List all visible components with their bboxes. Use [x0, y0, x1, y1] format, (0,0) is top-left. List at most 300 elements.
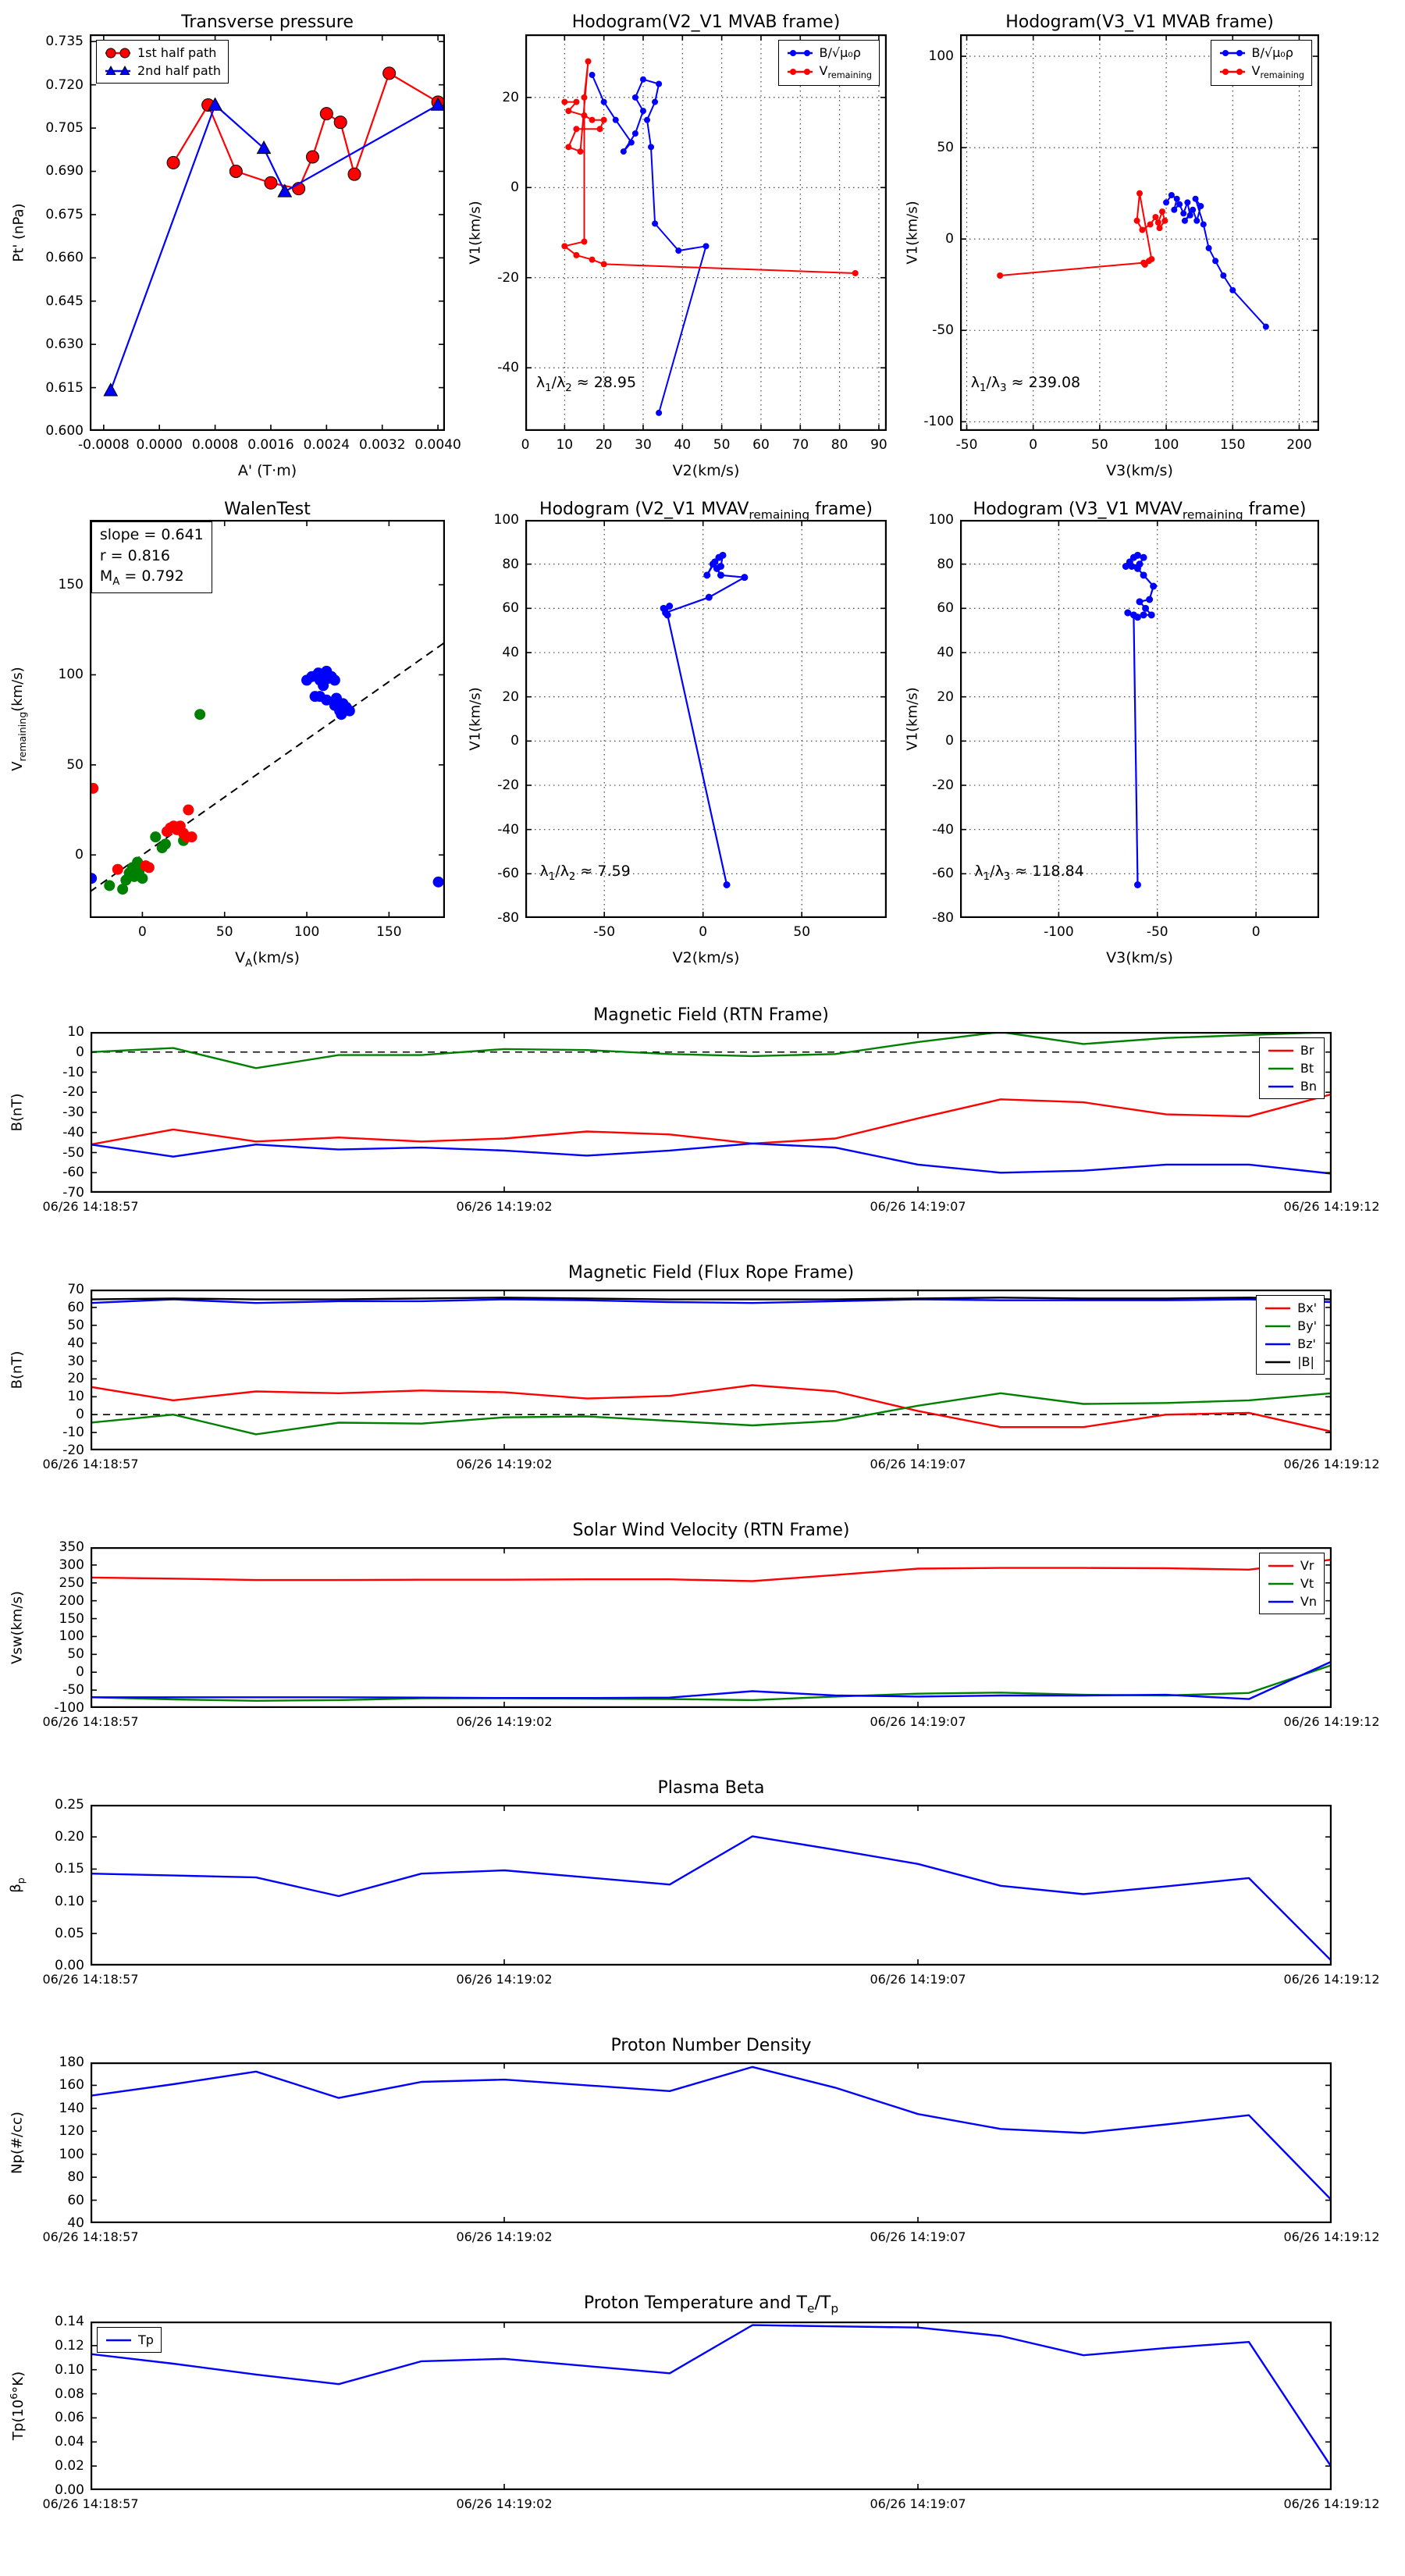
legend-sample-icon: [104, 47, 132, 59]
y-tick-label: 0.12: [55, 2337, 84, 2354]
x-tick-label: 06/26 14:19:02: [456, 1714, 553, 1729]
y-tick-label: -80: [497, 910, 519, 926]
data-point-marker: [652, 99, 658, 105]
y-tick-label: 0.675: [45, 206, 84, 222]
data-point-marker: [144, 862, 155, 873]
data-point-marker: [229, 165, 242, 177]
data-point-marker: [1222, 69, 1229, 75]
y-tick-label: 0: [945, 733, 954, 749]
data-point-marker: [581, 112, 587, 119]
y-axis-label: V1(km/s): [904, 687, 921, 751]
y-tick-label: 0.600: [45, 423, 84, 439]
data-point-marker: [652, 220, 658, 226]
legend-item: [1264, 1299, 1317, 1317]
y-tick-label: -70: [62, 1185, 84, 1201]
x-tick-label: 06/26 14:19:02: [456, 1199, 553, 1214]
y-tick-label: 20: [937, 688, 954, 705]
y-tick-label: -40: [497, 821, 519, 838]
x-tick-label: 06/26 14:19:07: [870, 1457, 966, 1471]
legend-sample-icon: [1267, 1560, 1295, 1572]
walen-test-chart: [0, 496, 457, 977]
x-tick-label: 0.0016: [247, 437, 294, 453]
data-point-marker: [1148, 611, 1155, 618]
legend-item: [1267, 1574, 1317, 1592]
y-tick-label: 0.15: [55, 1861, 84, 1877]
y-tick-label: -60: [497, 866, 519, 882]
series-line-beta_p: [91, 1836, 1332, 1961]
data-point-marker: [804, 69, 810, 75]
legend-label: $V_{remaining}$: [819, 63, 872, 81]
legend-item: [786, 44, 872, 62]
x-tick-label: 06/26 14:19:12: [1283, 1972, 1380, 1987]
y-tick-label: 0: [76, 1407, 84, 1423]
chart-title: Transverse pressure: [181, 12, 354, 32]
data-point-marker: [318, 680, 329, 691]
data-point-marker: [1157, 225, 1163, 231]
x-tick-label: 06/26 14:19:12: [1283, 2496, 1380, 2511]
data-point-marker: [1200, 221, 1207, 227]
x-tick-label: 50: [215, 924, 233, 940]
y-tick-label: 100: [493, 512, 519, 528]
y-tick-label: 150: [59, 1610, 84, 1627]
chart-title: WalenTest: [224, 500, 311, 519]
x-tick-label: 06/26 14:18:57: [42, 1457, 139, 1471]
data-point-marker: [628, 140, 635, 146]
data-point-marker: [1206, 245, 1212, 251]
data-point-marker: [997, 272, 1003, 279]
legend-sample-icon: [1267, 1062, 1295, 1075]
y-tick-label: 60: [67, 2192, 84, 2208]
y-tick-label: 0.20: [55, 1829, 84, 1845]
y-tick-label: 0.14: [55, 2314, 84, 2329]
legend-label: $V_{remaining}$: [1251, 63, 1304, 81]
legend-sample-icon: [1264, 1302, 1292, 1315]
y-tick-label: 0.06: [55, 2410, 84, 2426]
data-point-marker: [1161, 218, 1168, 224]
x-tick-label: 90: [870, 437, 887, 453]
data-point-marker: [1140, 554, 1147, 561]
hodogram-v3v1-mvav-chart: [894, 496, 1331, 977]
data-point-marker: [613, 117, 619, 123]
y-tick-label: 0.615: [45, 379, 84, 396]
legend-item: [105, 2331, 154, 2349]
legend-item: [1267, 1059, 1317, 1077]
legend-item: [1264, 1317, 1317, 1335]
y-tick-label: 10: [67, 1024, 84, 1040]
x-tick-label: 0.0000: [136, 437, 183, 453]
data-point-marker: [804, 50, 810, 56]
legend-item: [786, 62, 872, 82]
annotation: $\lambda_1/\lambda_2 \approx 7.59$: [539, 863, 631, 884]
hodogram-v2v1-mvab-chart: [457, 9, 894, 489]
legend-label: Bt: [1300, 1061, 1314, 1076]
y-tick-label: 100: [928, 512, 954, 528]
x-tick-label: 06/26 14:19:07: [870, 1972, 966, 1987]
x-tick-label: 06/26 14:19:07: [870, 2229, 966, 2244]
x-tick-label: 06/26 14:19:12: [1283, 2229, 1380, 2244]
data-point-marker: [1222, 50, 1229, 56]
data-point-marker: [336, 709, 347, 720]
legend-label: Bz': [1297, 1336, 1316, 1351]
series-line-|B|: [91, 1297, 1332, 1299]
legend-sample-icon: [1267, 1578, 1295, 1590]
data-point-marker: [104, 383, 117, 396]
data-point-marker: [589, 257, 596, 263]
data-point-marker: [644, 117, 650, 123]
legend: [97, 2327, 162, 2353]
data-point-marker: [320, 108, 333, 120]
data-point-marker: [561, 99, 567, 105]
x-tick-label: 06/26 14:18:57: [42, 2229, 139, 2244]
data-point-marker: [565, 108, 571, 114]
series-line-2nd half path: [111, 105, 438, 391]
series-line-V_remaining: [564, 62, 855, 273]
y-tick-label: -20: [932, 777, 954, 793]
x-tick-label: 30: [635, 437, 652, 453]
y-tick-label: 0.05: [55, 1925, 84, 1941]
data-point-marker: [706, 594, 713, 601]
y-axis-label: Pt' (nPa): [10, 203, 27, 262]
x-tick-label: 06/26 14:19:02: [456, 1972, 553, 1987]
axes-frame: [91, 1290, 1331, 1450]
chart-title: Hodogram(V3_V1 MVAB frame): [1005, 12, 1274, 32]
x-tick-label: 0: [1029, 437, 1038, 453]
data-point-marker: [1128, 563, 1135, 570]
legend-label: 1st half path: [137, 45, 217, 60]
series-line-V_remaining: [1000, 194, 1165, 276]
x-tick-label: 06/26 14:18:57: [42, 1972, 139, 1987]
data-point-marker: [1124, 610, 1131, 617]
data-point-marker: [1142, 605, 1149, 612]
y-tick-label: -50: [932, 322, 954, 339]
y-tick-label: 0.02: [55, 2458, 84, 2475]
plot-area: [91, 2322, 1332, 2490]
data-point-marker: [581, 239, 587, 245]
legend-item: [1267, 1077, 1317, 1095]
solar-wind-velocity-chart: [0, 1508, 1405, 1766]
y-tick-label: 0.630: [45, 336, 84, 353]
y-tick-label: 100: [58, 667, 84, 683]
data-point-marker: [675, 247, 681, 254]
data-point-marker: [137, 873, 148, 884]
y-tick-label: 0.00: [55, 2482, 84, 2498]
legend-sample-icon: [1218, 47, 1247, 59]
legend-label: Bx': [1297, 1300, 1317, 1315]
y-tick-label: 50: [937, 140, 954, 156]
legend-sample-icon: [786, 66, 814, 78]
y-tick-label: -60: [932, 866, 954, 882]
y-tick-label: -20: [62, 1443, 84, 1458]
y-tick-label: 50: [67, 1646, 84, 1663]
legend-item: [1264, 1353, 1317, 1371]
y-tick-label: -60: [62, 1165, 84, 1181]
series-line-Tp: [91, 2325, 1332, 2467]
data-point-marker: [1176, 201, 1183, 208]
y-tick-label: 160: [59, 2077, 84, 2094]
legend-label: Vn: [1300, 1594, 1317, 1609]
data-point-marker: [666, 603, 673, 610]
x-tick-label: 150: [1220, 437, 1246, 453]
y-tick-label: 20: [502, 688, 519, 705]
y-tick-label: 180: [59, 2055, 84, 2070]
data-point-marker: [104, 880, 115, 891]
legend-item: [1264, 1335, 1317, 1353]
data-point-marker: [1136, 560, 1144, 568]
legend-item: [1218, 62, 1304, 82]
data-point-marker: [301, 674, 312, 685]
y-tick-label: 300: [59, 1557, 84, 1573]
y-tick-label: -100: [923, 414, 954, 430]
legend-label: |B|: [1297, 1354, 1314, 1369]
data-point-marker: [383, 67, 396, 80]
y-tick-label: 120: [59, 2123, 84, 2140]
y-tick-label: 80: [502, 556, 519, 572]
x-tick-label: 0: [699, 924, 708, 940]
y-tick-label: 0.10: [55, 2361, 84, 2378]
magnetic-field-flux-rope-chart: [0, 1251, 1405, 1508]
data-point-marker: [433, 877, 444, 888]
y-tick-label: 20: [67, 1371, 84, 1387]
data-point-marker: [1193, 196, 1199, 202]
x-tick-label: 70: [791, 437, 809, 453]
data-point-marker: [187, 831, 197, 842]
annotation: $\lambda_1/\lambda_3 \approx 239.08$: [970, 374, 1081, 394]
data-point-marker: [601, 99, 607, 105]
legend-sample-icon: [786, 47, 814, 59]
chart-title: Hodogram (V2_V1 $MVAV_{remaining}$ frame): [539, 500, 873, 522]
series-line-Bt: [91, 1032, 1332, 1068]
series-line-V path: [663, 555, 745, 884]
legend-sample-icon: [1264, 1320, 1292, 1332]
axes-frame: [91, 2063, 1331, 2222]
plot-area: [525, 34, 887, 431]
series-line-Vr: [91, 1560, 1332, 1582]
x-tick-label: 60: [752, 437, 770, 453]
series-line-By': [91, 1393, 1332, 1435]
data-point-marker: [348, 168, 361, 180]
legend-sample-icon: [1267, 1044, 1295, 1057]
y-tick-label: 250: [59, 1574, 84, 1591]
data-point-marker: [632, 94, 638, 101]
chart-title: Hodogram (V3_V1 $MVAV_{remaining}$ frame): [973, 500, 1307, 522]
y-tick-label: -40: [932, 821, 954, 838]
data-point-marker: [1159, 208, 1165, 215]
data-point-marker: [589, 117, 596, 123]
data-point-marker: [601, 117, 607, 123]
data-point-marker: [194, 709, 205, 720]
x-tick-label: 150: [376, 924, 402, 940]
y-tick-label: 0.705: [45, 120, 84, 137]
data-point-marker: [585, 59, 592, 65]
data-point-marker: [640, 108, 646, 114]
x-axis-label: V3(km/s): [1106, 949, 1173, 966]
y-tick-label: 140: [59, 2100, 84, 2116]
y-tick-label: 40: [502, 645, 519, 660]
plot-area: [91, 1032, 1332, 1193]
x-tick-label: -50: [1146, 924, 1168, 940]
data-point-marker: [720, 552, 727, 559]
y-tick-label: -100: [54, 1700, 84, 1716]
data-point-marker: [790, 50, 796, 56]
y-axis-label: $V_{remaining}(km/s)$: [9, 667, 28, 771]
y-axis-label: Np(#/cc): [9, 2112, 26, 2174]
x-axis-label: V3(km/s): [1106, 462, 1173, 479]
data-point-marker: [573, 252, 579, 258]
data-point-marker: [573, 99, 579, 105]
data-point-marker: [662, 610, 669, 617]
legend-item: [1267, 1557, 1317, 1574]
annotation: $\lambda_1/\lambda_2 \approx 28.95$: [535, 374, 637, 394]
legend-label: Bn: [1300, 1079, 1317, 1094]
y-tick-label: 40: [67, 1335, 84, 1351]
y-tick-label: -40: [62, 1124, 84, 1140]
hodogram-v2v1-mvav-chart: [457, 496, 894, 977]
data-point-marker: [1263, 324, 1269, 330]
axes-frame: [961, 35, 1318, 430]
plasma-beta-chart: [0, 1766, 1405, 2023]
y-axis-label: V1(km/s): [904, 201, 921, 265]
series-line-Bn: [91, 1144, 1332, 1174]
data-point-marker: [1148, 256, 1154, 262]
data-point-marker: [1140, 571, 1147, 578]
axes-frame: [526, 521, 886, 917]
y-tick-label: 70: [67, 1282, 84, 1297]
y-tick-label: 0: [75, 847, 84, 863]
data-point-marker: [621, 148, 627, 155]
y-tick-label: 100: [59, 1628, 84, 1645]
legend-label: 2nd half path: [137, 63, 222, 78]
plot-area: [91, 1290, 1332, 1450]
x-tick-label: 06/26 14:18:57: [42, 2496, 139, 2511]
data-point-marker: [1134, 218, 1140, 224]
data-point-marker: [306, 151, 318, 163]
data-point-marker: [1190, 207, 1196, 213]
y-tick-label: 60: [502, 600, 519, 617]
y-tick-label: -10: [62, 1425, 84, 1441]
data-point-marker: [790, 69, 796, 75]
x-tick-label: -0.0008: [78, 437, 130, 453]
x-axis-label: V2(km/s): [672, 949, 740, 966]
y-tick-label: -30: [62, 1105, 84, 1120]
data-point-marker: [573, 126, 579, 132]
axes-frame: [91, 2322, 1331, 2489]
x-tick-label: 50: [793, 924, 811, 940]
legend-item: [1218, 44, 1304, 62]
data-point-marker: [1134, 881, 1141, 888]
x-tick-label: 06/26 14:19:07: [870, 2496, 966, 2511]
data-point-marker: [597, 126, 603, 132]
legend-label: B/√μ₀ρ: [819, 45, 861, 60]
y-tick-label: 20: [502, 89, 519, 105]
plot-area: [960, 520, 1319, 918]
chart-title: Plasma Beta: [657, 1778, 765, 1798]
y-tick-label: 30: [67, 1353, 84, 1369]
annotation: slope = 0.641 r = 0.816 $M_A = 0.792$: [91, 521, 212, 593]
legend-label: Br: [1300, 1043, 1314, 1058]
x-axis-label: $V_A(km/s)$: [235, 949, 300, 970]
legend-sample-icon: [105, 2334, 133, 2347]
plot-area: [960, 34, 1319, 431]
data-point-marker: [1150, 583, 1157, 590]
series-line-Np: [91, 2067, 1332, 2201]
y-tick-label: -10: [62, 1064, 84, 1080]
x-tick-label: 06/26 14:19:12: [1283, 1714, 1380, 1729]
y-tick-label: 0.25: [55, 1797, 84, 1813]
axes-frame: [91, 1548, 1331, 1707]
data-point-marker: [106, 48, 116, 58]
y-tick-label: -20: [62, 1084, 84, 1101]
legend-label: By': [1297, 1318, 1317, 1333]
data-point-marker: [1180, 210, 1186, 216]
data-point-marker: [1236, 50, 1243, 56]
data-point-marker: [1220, 272, 1226, 279]
legend: [1256, 1295, 1325, 1375]
x-tick-label: 06/26 14:19:12: [1283, 1457, 1380, 1471]
legend: [1259, 1553, 1325, 1614]
x-tick-label: 0: [137, 924, 147, 940]
x-tick-label: 06/26 14:19:02: [456, 1457, 553, 1471]
data-point-marker: [640, 76, 646, 83]
y-tick-label: 40: [67, 2215, 84, 2231]
x-axis-label: A' (T·m): [237, 462, 297, 479]
plot-area: [91, 2062, 1332, 2223]
x-axis-label: V2(km/s): [672, 462, 740, 479]
y-tick-label: 100: [928, 48, 954, 65]
data-point-marker: [329, 700, 340, 711]
y-axis-label: $\beta_p$: [8, 1877, 27, 1893]
legend-sample-icon: [1267, 1080, 1295, 1093]
x-tick-label: 0: [521, 437, 530, 453]
y-tick-label: 0.645: [45, 293, 84, 309]
axes-frame: [91, 1806, 1331, 1965]
x-tick-label: -50: [955, 437, 978, 453]
x-tick-label: 40: [674, 437, 692, 453]
axes-frame: [91, 1033, 1331, 1192]
y-tick-label: 200: [59, 1592, 84, 1609]
x-tick-label: 100: [1153, 437, 1179, 453]
data-point-marker: [183, 805, 194, 816]
plot-area: [525, 520, 887, 918]
y-tick-label: 0: [76, 1664, 84, 1681]
y-tick-label: -50: [62, 1144, 84, 1161]
x-tick-label: 06/26 14:19:12: [1283, 1199, 1380, 1214]
legend-sample-icon: [1267, 1596, 1295, 1608]
data-point-marker: [1155, 219, 1161, 226]
data-point-marker: [648, 144, 654, 150]
y-tick-label: 0: [510, 733, 519, 749]
data-point-marker: [1142, 262, 1148, 268]
series-line-Br: [91, 1094, 1332, 1144]
data-point-marker: [120, 48, 130, 58]
x-tick-label: 06/26 14:19:02: [456, 2496, 553, 2511]
x-tick-label: 0.0032: [358, 437, 406, 453]
data-point-marker: [310, 691, 321, 702]
legend-label: Vr: [1300, 1558, 1314, 1573]
y-tick-label: 0.00: [55, 1958, 84, 1973]
x-tick-label: 50: [713, 437, 731, 453]
data-point-marker: [1136, 598, 1144, 605]
y-axis-label: V1(km/s): [467, 687, 484, 751]
plot-area: [91, 1547, 1332, 1708]
axes-frame: [526, 35, 886, 430]
x-tick-label: 0.0040: [414, 437, 461, 453]
data-point-marker: [334, 116, 347, 129]
legend-item: [104, 62, 221, 80]
y-tick-label: 0.10: [55, 1893, 84, 1909]
y-tick-label: -20: [497, 777, 519, 793]
y-tick-label: 0: [76, 1044, 84, 1060]
x-tick-label: 0: [1251, 924, 1261, 940]
